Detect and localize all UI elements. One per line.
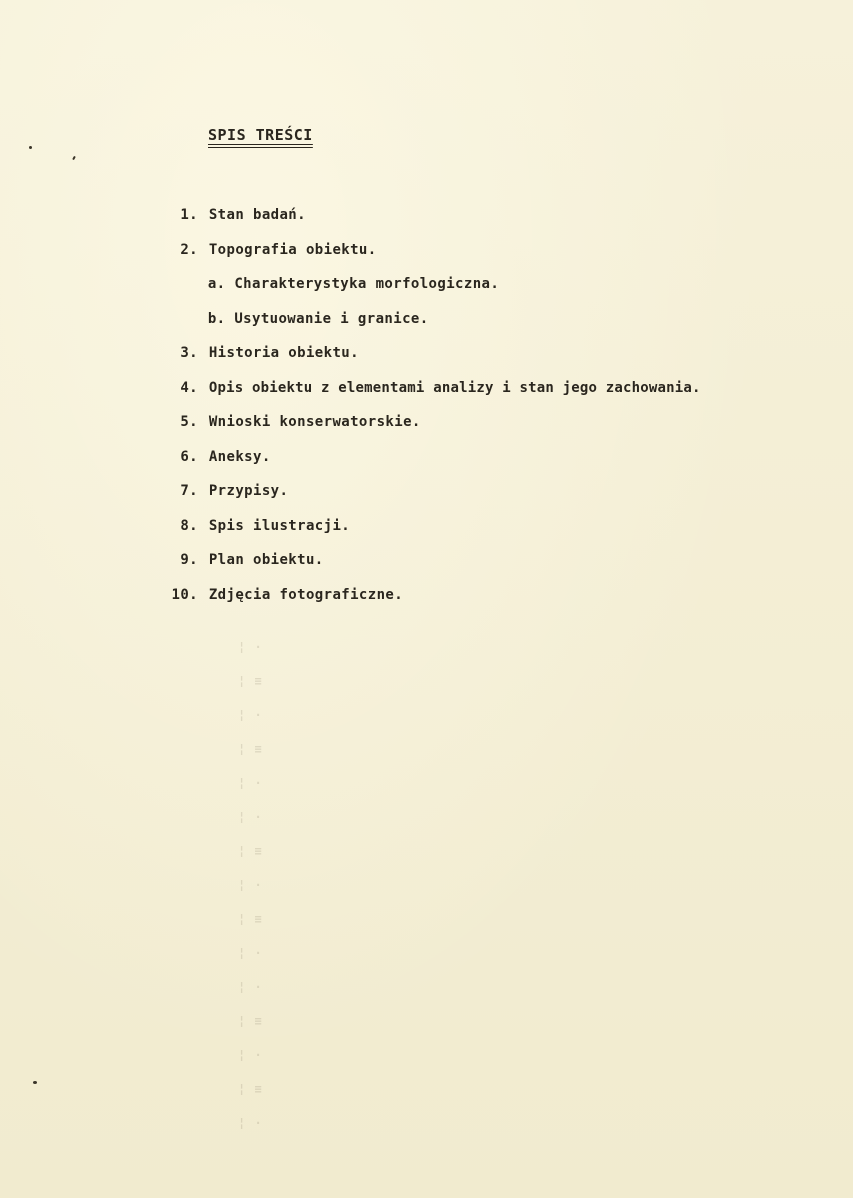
toc-item-number: 2. <box>180 241 198 258</box>
toc-item-text: Historia obiektu. <box>208 345 359 361</box>
show-through-marks: ¦ · ¦ ≡ ¦ · ¦ ≡ ¦ · ¦ · ¦ ≡ ¦ · ¦ ≡ ¦ · ¦ · ¦ ≡ ¦ · ¦ ≡ ¦ · <box>238 640 263 1130</box>
toc-item <box>150 583 701 618</box>
toc-item-number: 10. <box>171 586 198 603</box>
toc-item-number: 9. <box>180 552 198 568</box>
toc-item-text: Opis obiektu z elementami analizy i stan jego zachowania. <box>208 379 701 396</box>
toc-item-text: Wnioski konserwatorskie. <box>208 414 421 430</box>
toc-item-text: Stan badań. <box>208 207 306 223</box>
paper-speck <box>72 156 76 160</box>
toc-item-text: Plan obiektu. <box>208 552 324 568</box>
toc-item-text: Aneksy. <box>208 448 271 465</box>
toc-item <box>150 341 701 376</box>
toc-item-number: 4. <box>180 379 198 396</box>
toc-item <box>150 238 701 273</box>
toc-item <box>150 514 701 549</box>
toc-item-text: Spis ilustracji. <box>208 517 351 534</box>
toc-item <box>150 479 701 514</box>
table-of-contents <box>150 203 701 617</box>
toc-item-number: 3. <box>180 345 198 361</box>
toc-item-text: Zdjęcia fotograficzne. <box>208 586 404 603</box>
toc-item <box>150 203 701 238</box>
toc-item-number: 6. <box>180 448 198 465</box>
toc-item-number: 8. <box>180 517 198 534</box>
toc-item-text: Przypisy. <box>208 483 289 499</box>
toc-item-text: Topografia obiektu. <box>208 241 377 258</box>
page-title: SPIS TREŚCI <box>208 126 313 144</box>
toc-item-number: 7. <box>180 483 198 499</box>
toc-subitem <box>150 307 701 342</box>
toc-item-text: a. Charakterystyka morfologiczna. <box>207 276 500 292</box>
toc-item-number: 5. <box>180 414 198 430</box>
paper-speck <box>33 1081 37 1084</box>
toc-item <box>150 376 701 411</box>
paper-speck <box>29 146 32 149</box>
toc-item-number: 1. <box>180 207 198 223</box>
toc-item <box>150 548 701 583</box>
toc-subitem <box>150 272 701 307</box>
toc-item <box>150 445 701 480</box>
toc-item <box>150 410 701 445</box>
toc-item-text: b. Usytuowanie i granice. <box>207 310 429 327</box>
